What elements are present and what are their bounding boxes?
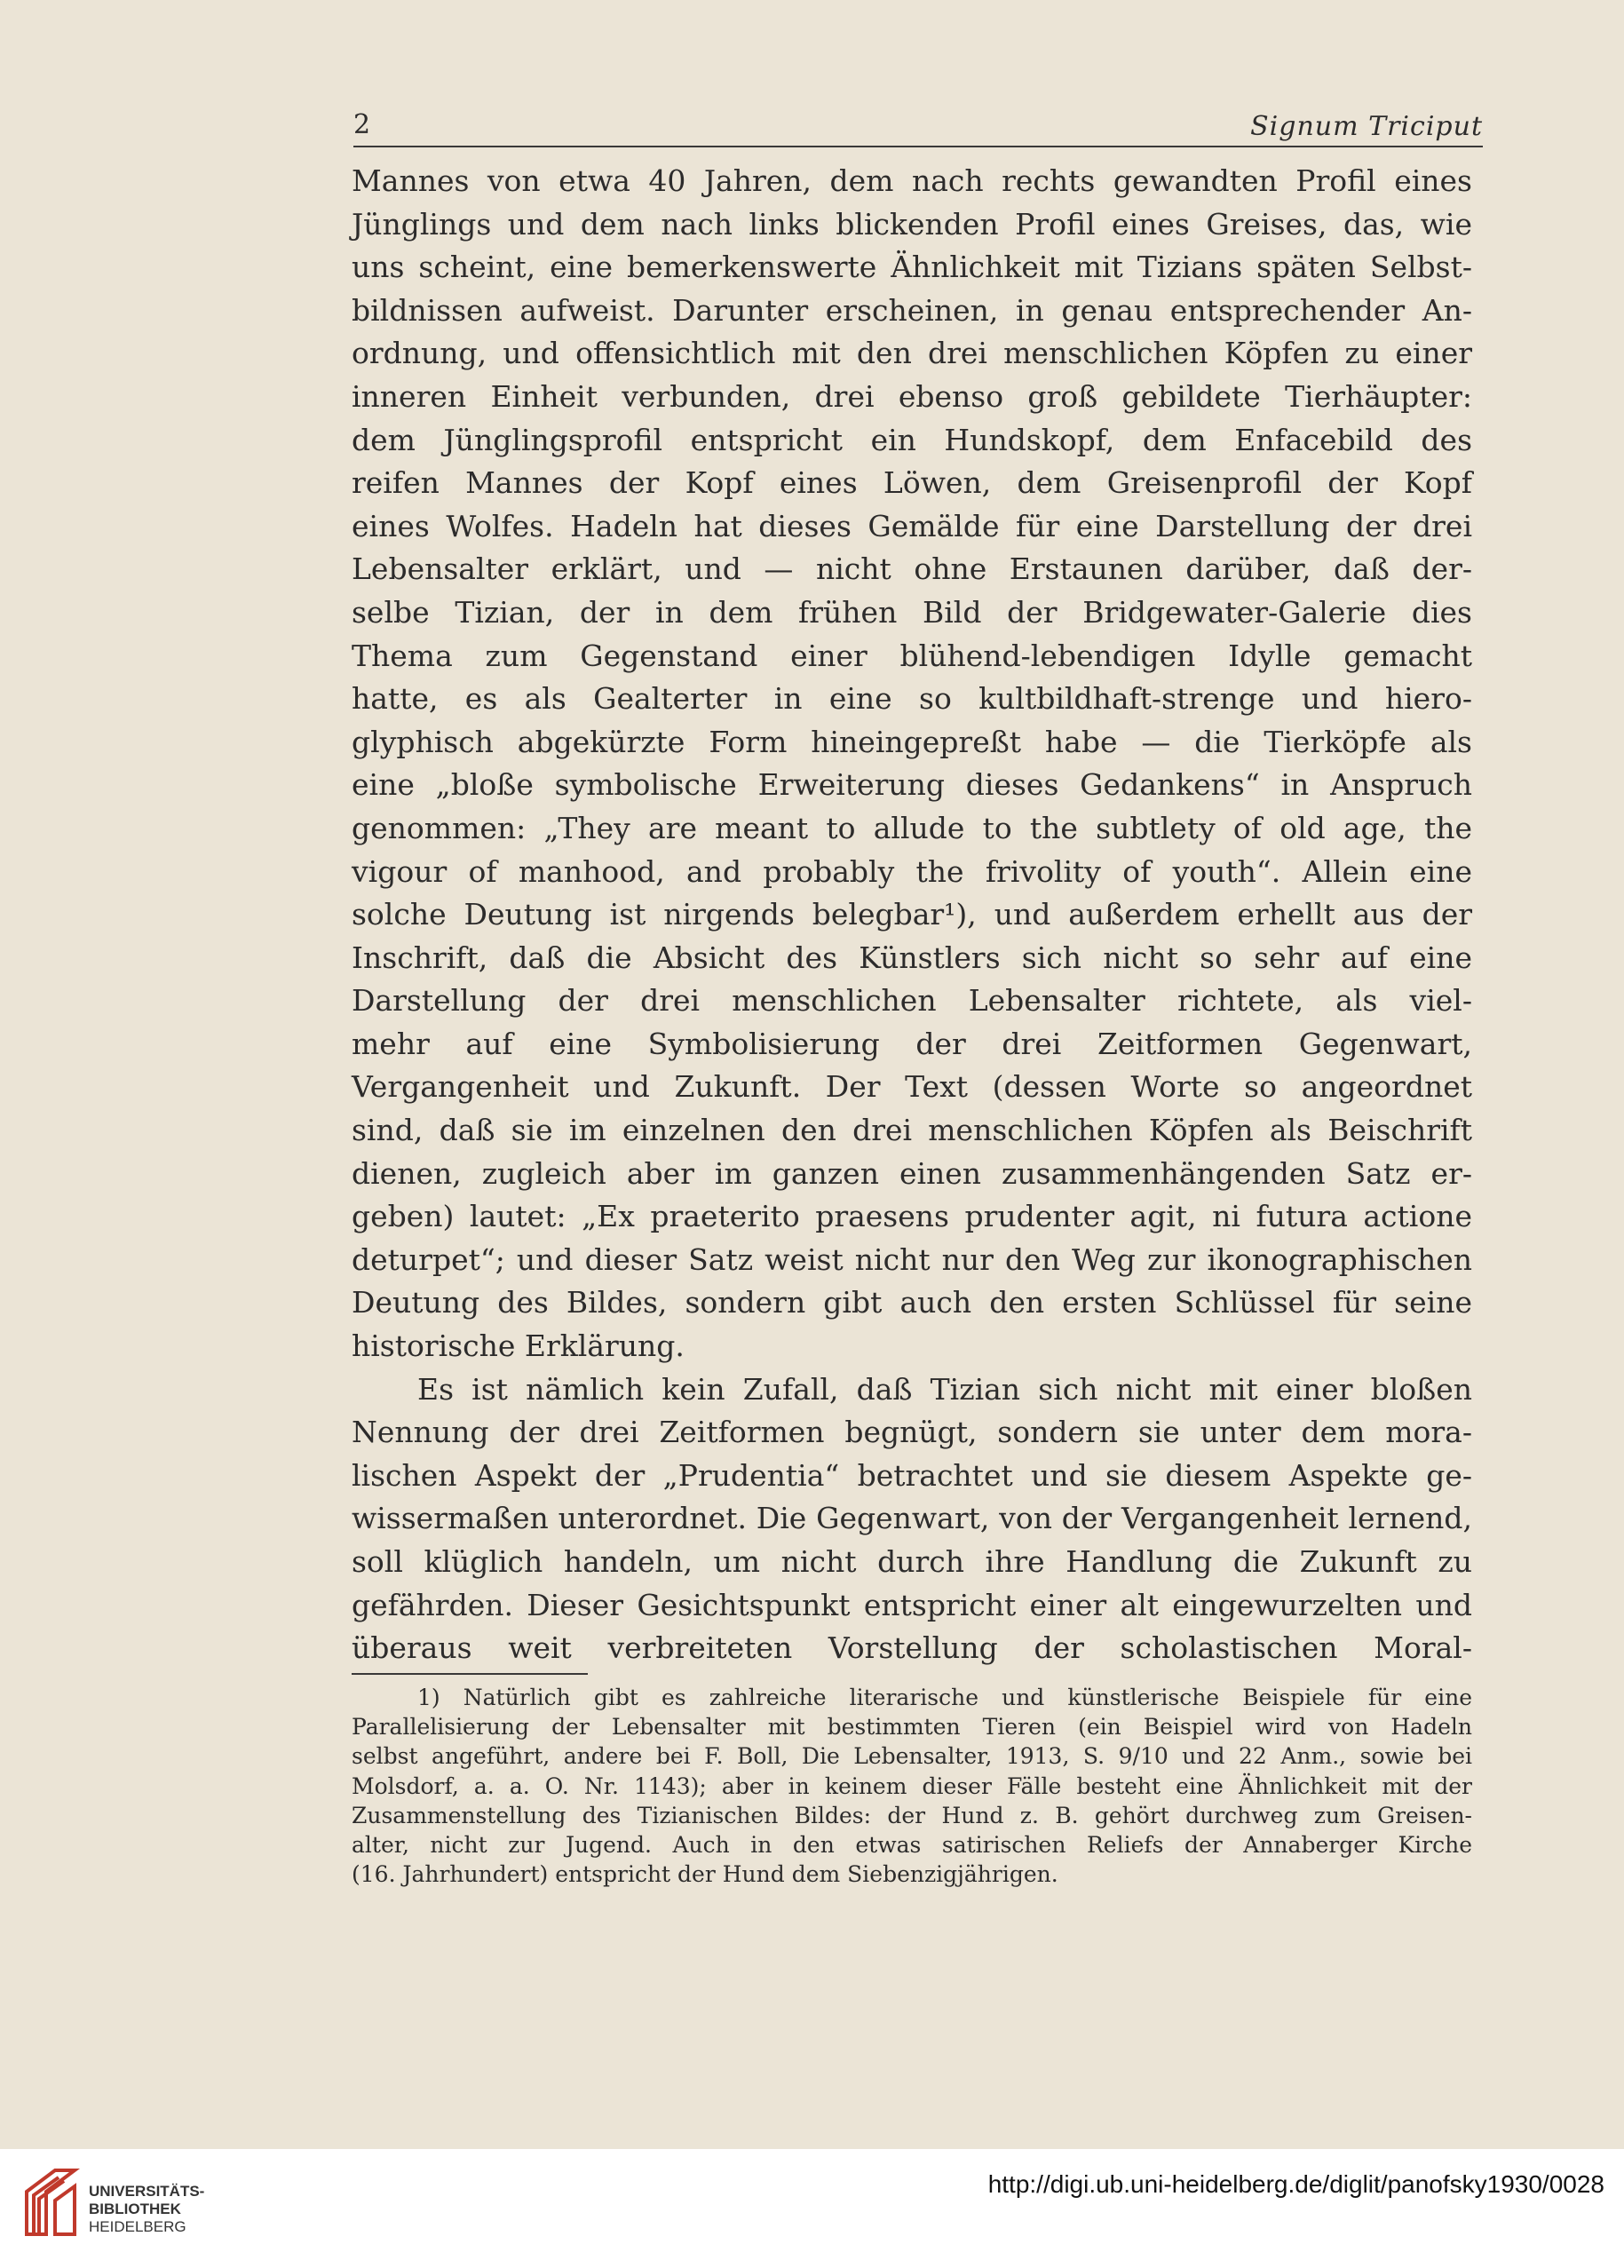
library-logo[interactable] bbox=[20, 2165, 233, 2254]
body-line: Vergangenheit und Zukunft. Der Text (dessen Worte so angeordnet bbox=[352, 1069, 1472, 1105]
source-url-link[interactable]: http://digi.ub.uni-heidelberg.de/diglit/panofsky1930/0028 bbox=[987, 2170, 1604, 2198]
body-line: reifen Mannes der Kopf eines Löwen, dem Greisenprofil der Kopf bbox=[352, 465, 1472, 501]
body-line: eines Wolfes. Hadeln hat dieses Gemälde für eine Darstellung der drei bbox=[352, 508, 1472, 543]
body-line: soll klüglich handeln, um nicht durch ihre Handlung die Zukunft zu bbox=[352, 1544, 1472, 1579]
library-name bbox=[89, 2183, 204, 2236]
body-line: Lebensalter erklärt, und — nicht ohne Erstaunen darüber, daß der- bbox=[352, 551, 1472, 587]
body-line: inneren Einheit verbunden, drei ebenso groß gebildete Tierhäupter: bbox=[352, 378, 1472, 414]
footnote-line: Zusammenstellung des Tizianischen Bildes: der Hund z. B. gehört durchweg zum Greisen- bbox=[352, 1802, 1472, 1828]
footnote-line: Molsdorf, a. a. O. Nr. 1143); aber in keinem dieser Fälle besteht eine Ähnlichkeit mit der bbox=[352, 1772, 1472, 1799]
body-line: mehr auf eine Symbolisierung der drei Zeitformen Gegenwart, bbox=[352, 1026, 1472, 1061]
library-logo-icon bbox=[20, 2165, 82, 2245]
footnote-line: (16. Jahrhundert) entspricht der Hund dem Siebenzigjährigen. bbox=[352, 1861, 1058, 1888]
body-line: überaus weit verbreiteten Vorstellung der scholastischen Moral- bbox=[352, 1630, 1472, 1666]
body-line: hatte, es als Gealterter in eine so kultbildhaft-strenge und hiero- bbox=[352, 681, 1472, 717]
body-line: deturpet“; und dieser Satz weist nicht nur den Weg zur ikonographischen bbox=[352, 1241, 1472, 1277]
body-line: lischen Aspekt der „Prudentia“ betrachtet und sie diesem Aspekte ge- bbox=[352, 1457, 1472, 1493]
page-header bbox=[353, 110, 1483, 146]
footnote-rule bbox=[352, 1673, 588, 1675]
body-text bbox=[352, 160, 1472, 1670]
body-line: Es ist nämlich kein Zufall, daß Tizian sich nicht mit einer bloßen bbox=[417, 1371, 1472, 1407]
body-line: eine „bloße symbolische Erweiterung dieses Gedankens“ in Anspruch bbox=[352, 767, 1472, 803]
body-line: historische Erklärung. bbox=[352, 1328, 685, 1364]
digitization-footer bbox=[0, 2149, 1624, 2268]
body-line: Mannes von etwa 40 Jahren, dem nach rechts gewandten Profil eines bbox=[352, 163, 1472, 198]
body-line: Nennung der drei Zeitformen begnügt, sondern sie unter dem mora- bbox=[352, 1415, 1472, 1450]
header-rule bbox=[353, 146, 1483, 147]
footnote bbox=[352, 1683, 1472, 1889]
body-line: sind, daß sie im einzelnen den drei menschlichen Köpfen als Beischrift bbox=[352, 1113, 1472, 1148]
body-line: dem Jünglingsprofil entspricht ein Hundskopf, dem Enfacebild des bbox=[352, 422, 1472, 457]
body-line: wissermaßen unterordnet. Die Gegenwart, von der Vergangenheit lernend, bbox=[352, 1501, 1472, 1536]
running-title: Signum Triciput bbox=[1250, 111, 1483, 142]
body-line: Darstellung der drei menschlichen Lebensalter richtete, als viel- bbox=[352, 983, 1472, 1019]
body-line: vigour of manhood, and probably the frivolity of youth“. Allein eine bbox=[352, 853, 1472, 889]
library-name-line: BIBLIOTHEK bbox=[89, 2201, 181, 2217]
body-line: selbe Tizian, der in dem frühen Bild der Bridgewater-Galerie dies bbox=[352, 594, 1472, 630]
body-line: gefährden. Dieser Gesichtspunkt entspricht einer alt eingewurzelten und bbox=[352, 1587, 1472, 1622]
body-line: geben) lautet: „Ex praeterito praesens prudenter agit, ni futura actione bbox=[352, 1199, 1472, 1234]
body-line: ordnung, und offensichtlich mit den drei menschlichen Köpfen zu einer bbox=[352, 336, 1472, 371]
body-line: solche Deutung ist nirgends belegbar¹), und außerdem erhellt aus der bbox=[352, 897, 1472, 932]
body-line: Jünglings und dem nach links blickenden Profil eines Greises, das, wie bbox=[352, 206, 1472, 242]
body-line: glyphisch abgekürzte Form hineingepreßt habe — die Tierköpfe als bbox=[352, 724, 1472, 759]
footnote-line: 1) Natürlich gibt es zahlreiche literarische und künstlerische Beispiele für eine bbox=[417, 1685, 1472, 1710]
footnote-line: alter, nicht zur Jugend. Auch in den etwas satirischen Reliefs der Annaberger Kirche bbox=[352, 1832, 1472, 1859]
library-name-line: UNIVERSITÄTS- bbox=[89, 2183, 205, 2200]
footnote-line: selbst angeführt, andere bei F. Boll, Die Lebensalter, 1913, S. 9/10 und 22 Anm., sowie bei bbox=[352, 1743, 1472, 1770]
body-line: Deutung des Bildes, sondern gibt auch den ersten Schlüssel für seine bbox=[352, 1285, 1472, 1320]
body-line: genommen: „They are meant to allude to the subtlety of old age, the bbox=[352, 810, 1472, 845]
body-line: Inschrift, daß die Absicht des Künstlers sich nicht so sehr auf eine bbox=[352, 940, 1472, 975]
body-line: Thema zum Gegenstand einer blühend-lebendigen Idylle gemacht bbox=[352, 638, 1472, 673]
body-line: bildnissen aufweist. Darunter erscheinen, in genau entsprechender An- bbox=[352, 292, 1472, 328]
library-name-line: HEIDELBERG bbox=[89, 2218, 186, 2235]
body-line: dienen, zugleich aber im ganzen einen zusammenhängenden Satz er- bbox=[352, 1155, 1472, 1191]
page-number: 2 bbox=[353, 109, 371, 140]
footnote-line: Parallelisierung der Lebensalter mit bestimmten Tieren (ein Beispiel wird von Hadeln bbox=[352, 1714, 1472, 1741]
body-line: uns scheint, eine bemerkenswerte Ähnlichkeit mit Tizians späten Selbst- bbox=[352, 250, 1472, 285]
